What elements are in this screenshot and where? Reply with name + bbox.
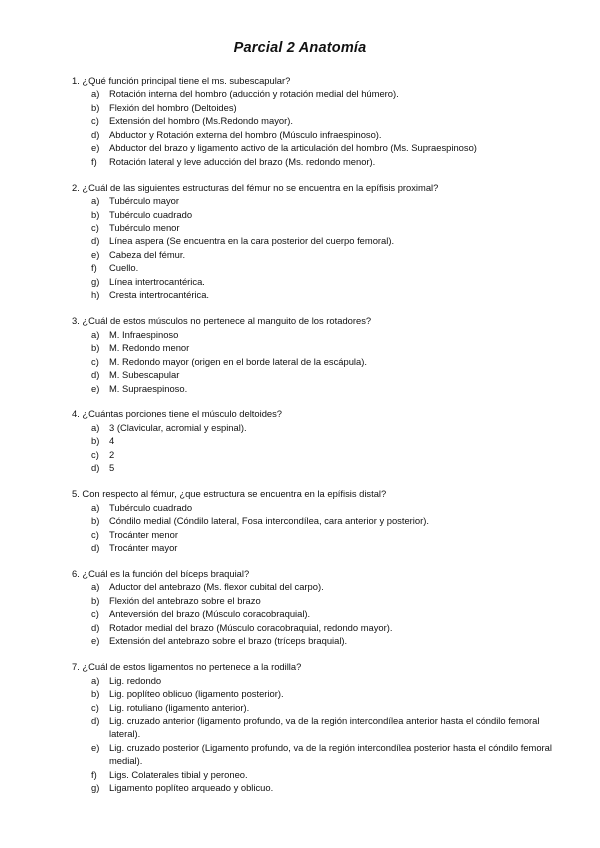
option-text: Lig. rotuliano (ligamento anterior).: [109, 701, 250, 713]
page-title: Parcial 2 Anatomía: [233, 40, 367, 56]
option-text: Tubérculo mayor: [109, 195, 179, 207]
option-text: Línea intertrocantérica.: [109, 275, 205, 287]
option-text: Cabeza del fémur.: [109, 248, 186, 260]
option-item: [72, 248, 552, 261]
option-item: [72, 461, 552, 474]
option-item: [72, 607, 552, 620]
option-list: [72, 328, 552, 395]
option-item: [72, 741, 552, 768]
option-item: [72, 221, 552, 234]
option-text: M. Infraespinoso: [109, 328, 179, 340]
option-list: [72, 580, 552, 647]
option-letter: b): [91, 101, 100, 113]
option-text: Rotación lateral y leve aducción del brazo (Ms. redondo menor).: [109, 155, 376, 167]
question-6: [72, 567, 552, 648]
option-letter: c): [91, 701, 99, 713]
option-letter: b): [91, 515, 100, 527]
option-item: [72, 621, 552, 634]
option-letter: a): [91, 88, 100, 100]
option-letter: c): [91, 608, 99, 620]
option-item: [72, 434, 552, 447]
option-item: [72, 634, 552, 647]
option-item: [72, 781, 552, 794]
question-3: [72, 314, 552, 395]
option-text: Lig. redondo: [109, 674, 162, 686]
option-text: Trocánter mayor: [109, 542, 178, 554]
option-letter: b): [91, 342, 100, 354]
option-text: Extensión del hombro (Ms.Redondo mayor).: [109, 115, 293, 127]
question-text: 1. ¿Qué función principal tiene el ms. subescapular?: [72, 75, 291, 86]
option-item: [72, 528, 552, 541]
option-item: [72, 114, 552, 127]
option-text: Tubérculo cuadrado: [109, 501, 193, 513]
option-letter: f): [91, 768, 97, 780]
option-item: [72, 128, 552, 141]
option-letter: c): [91, 528, 99, 540]
option-item: [72, 768, 552, 781]
option-letter: e): [91, 635, 100, 647]
option-text: Flexión del antebrazo sobre el brazo: [109, 594, 261, 606]
option-text: Lig. poplíteo oblicuo (ligamento posterior).: [109, 688, 284, 700]
option-item: [72, 261, 552, 274]
option-item: [72, 514, 552, 527]
option-text: Cresta intertrocantérica.: [109, 289, 210, 301]
option-letter: g): [91, 782, 100, 794]
question-text: 3. ¿Cuál de estos músculos no pertenece al manguito de los rotadores?: [72, 315, 372, 327]
option-text: M. Subescapular: [109, 369, 180, 381]
option-item: [72, 448, 552, 461]
option-text: Flexión del hombro (Deltoides): [109, 101, 237, 113]
option-letter: d): [91, 621, 100, 633]
option-letter: e): [91, 248, 100, 260]
question-2: [72, 181, 552, 302]
option-text: M. Redondo mayor (origen en el borde lateral de la escápula).: [109, 355, 367, 367]
question-text: 5. Con respecto al fémur, ¿que estructura se encuentra en la epífisis distal?: [72, 488, 387, 500]
option-item: [72, 288, 552, 301]
option-text: Lig. cruzado posterior (Ligamento profundo, va de la región intercondílea posterior hasta el cóndilo femoral medial).: [109, 741, 552, 767]
option-item: [72, 141, 552, 154]
option-item: [72, 594, 552, 607]
option-item: [72, 580, 552, 593]
option-text: 2: [109, 448, 115, 460]
option-item: [72, 87, 552, 100]
option-letter: e): [91, 142, 100, 154]
question-list: [72, 74, 552, 807]
option-text: Anteversión del brazo (Músculo coracobraquial).: [109, 608, 311, 620]
option-text: Trocánter menor: [109, 528, 178, 540]
option-item: [72, 701, 552, 714]
option-letter: a): [91, 674, 100, 686]
option-item: [72, 194, 552, 207]
option-item: [72, 275, 552, 288]
option-letter: a): [91, 421, 100, 433]
option-letter: a): [91, 195, 100, 207]
option-text: Lig. cruzado anterior (ligamento profundo, va de la región intercondílea anterior hasta el cóndilo femoral lateral).: [109, 715, 540, 740]
option-letter: d): [91, 462, 100, 474]
option-letter: d): [91, 235, 100, 247]
question-7: [72, 660, 552, 795]
option-letter: a): [91, 328, 100, 340]
option-item: [72, 101, 552, 114]
option-letter: a): [91, 581, 100, 593]
option-item: [72, 541, 552, 554]
option-text: Rotación interna del hombro (aducción y rotación medial del húmero).: [109, 88, 399, 100]
option-item: [72, 674, 552, 687]
option-text: Abductor del brazo y ligamento activo de la articulación del hombro (Ms. Supraespinoso): [109, 142, 477, 154]
option-letter: b): [91, 688, 100, 700]
option-text: Línea aspera (Se encuentra en la cara posterior del cuerpo femoral).: [109, 235, 395, 247]
option-text: 5: [109, 462, 115, 474]
option-letter: d): [91, 715, 100, 727]
question-5: [72, 487, 552, 554]
option-text: Tubérculo menor: [109, 222, 180, 234]
option-letter: b): [91, 594, 100, 606]
question-1: [72, 74, 552, 168]
option-letter: d): [91, 369, 100, 381]
option-item: [72, 155, 552, 168]
option-letter: b): [91, 208, 100, 220]
option-item: [72, 208, 552, 221]
option-letter: h): [91, 289, 100, 301]
option-letter: b): [91, 435, 100, 447]
option-letter: c): [91, 115, 99, 127]
option-text: 3 (Clavicular, acromial y espinal).: [109, 421, 247, 433]
option-text: M. Supraespinoso.: [109, 382, 188, 394]
option-list: [72, 194, 552, 302]
option-letter: d): [91, 542, 100, 554]
question-text: 6. ¿Cuál es la función del bíceps braquial?: [72, 568, 250, 579]
question-text: 4. ¿Cuántas porciones tiene el músculo deltoides?: [72, 408, 283, 420]
option-text: Tubérculo cuadrado: [109, 208, 193, 220]
option-letter: g): [91, 275, 100, 287]
option-text: Ligamento poplíteo arqueado y oblicuo.: [109, 782, 274, 794]
option-letter: f): [91, 262, 97, 274]
question-text: 2. ¿Cuál de las siguientes estructuras del fémur no se encuentra en la epífisis proximal?: [72, 181, 439, 193]
option-text: Rotador medial del brazo (Músculo coracobraquial, redondo mayor).: [109, 621, 393, 633]
option-item: [72, 368, 552, 381]
question-4: [72, 407, 552, 474]
option-list: [72, 674, 552, 795]
option-item: [72, 234, 552, 247]
option-letter: c): [91, 355, 99, 367]
option-item: [72, 355, 552, 368]
option-list: [72, 87, 552, 168]
option-text: Cóndilo medial (Cóndilo lateral, Fosa intercondílea, cara anterior y posterior).: [109, 515, 429, 527]
option-item: [72, 687, 552, 700]
option-text: Cuello.: [109, 262, 139, 274]
option-text: Abductor y Rotación externa del hombro (Músculo infraespinoso).: [109, 128, 382, 140]
option-letter: e): [91, 382, 100, 394]
option-letter: c): [91, 222, 99, 234]
question-text: 7. ¿Cuál de estos ligamentos no pertenece a la rodilla?: [72, 661, 302, 673]
option-list: [72, 421, 552, 475]
option-letter: c): [91, 448, 99, 460]
option-letter: f): [91, 155, 97, 167]
option-item: [72, 341, 552, 354]
option-text: Aductor del antebrazo (Ms. flexor cubital del carpo).: [109, 581, 324, 593]
option-letter: e): [91, 741, 100, 753]
option-item: [72, 714, 552, 741]
option-letter: a): [91, 501, 100, 513]
option-text: M. Redondo menor: [109, 342, 190, 354]
option-item: [72, 328, 552, 341]
option-item: [72, 501, 552, 514]
option-item: [72, 382, 552, 395]
option-item: [72, 421, 552, 434]
option-text: Ligs. Colaterales tibial y peroneo.: [109, 768, 248, 780]
option-text: 4: [109, 435, 115, 447]
option-text: Extensión del antebrazo sobre el brazo (tríceps braquial).: [109, 635, 348, 647]
option-list: [72, 501, 552, 555]
option-letter: d): [91, 128, 100, 140]
